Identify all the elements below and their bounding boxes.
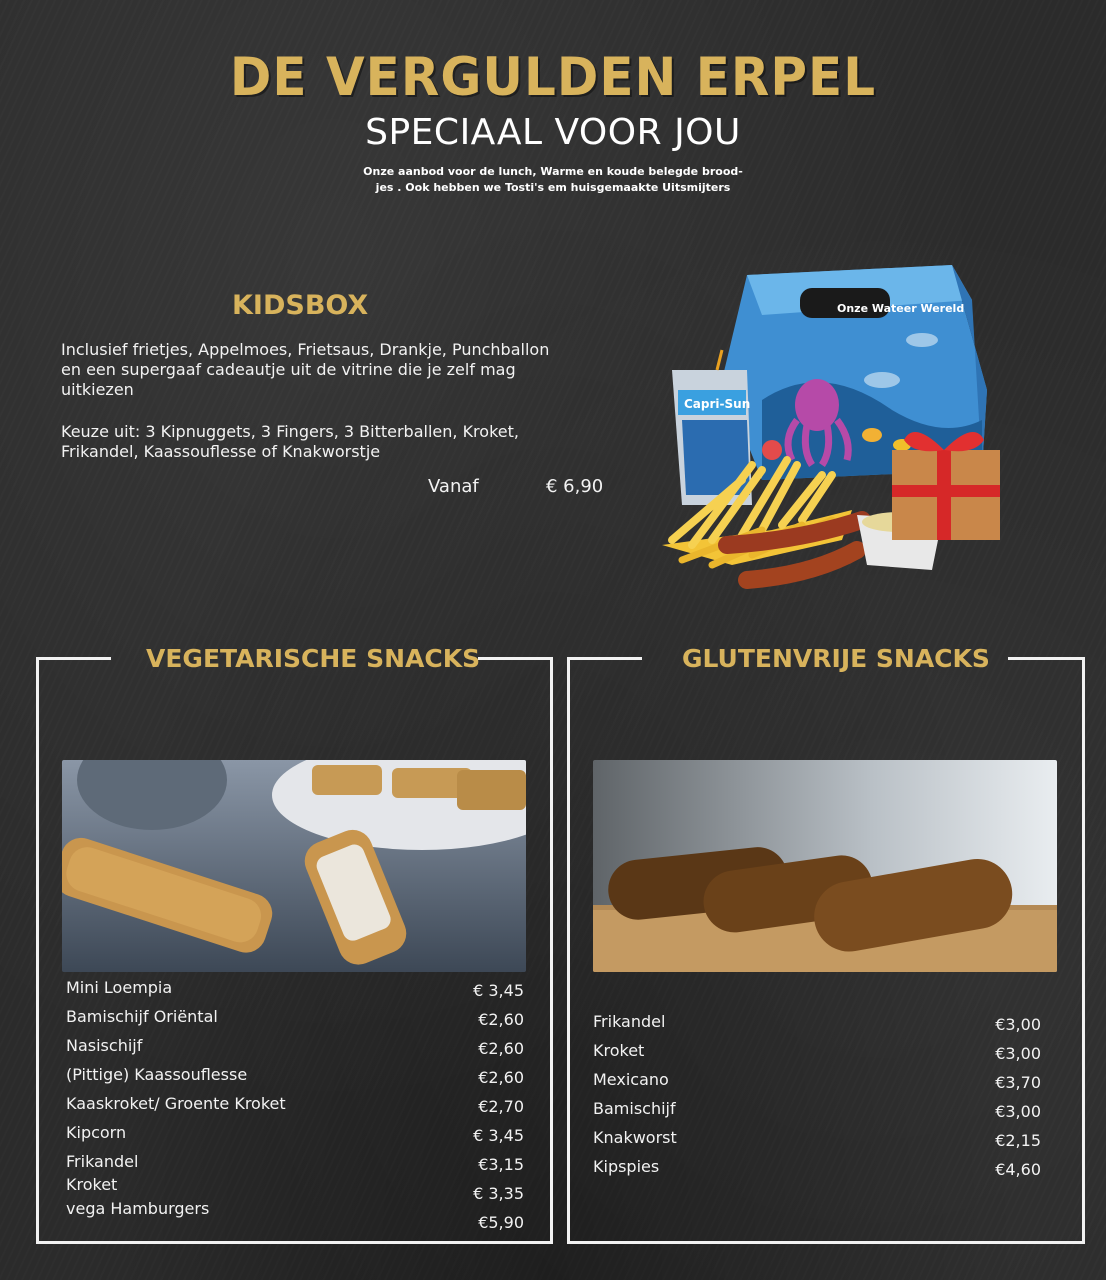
restaurant-title: DE VERGULDEN ERPEL: [229, 46, 877, 108]
kidsbox-price: € 6,90: [546, 476, 604, 497]
kidsbox-description: [61, 340, 571, 400]
panel-border: [36, 657, 111, 660]
glutenfree-title: GLUTENVRIJE SNACKS: [682, 644, 990, 673]
menu-item-name: vega Hamburgers: [66, 1199, 210, 1218]
kidsbox-image: [652, 240, 1012, 600]
drink-brand: Capri-Sun: [684, 397, 751, 411]
panel-border: [1008, 657, 1085, 660]
vegetarian-photo: [62, 760, 526, 972]
menu-item-name: (Pittige) Kaassouflesse: [66, 1065, 248, 1084]
kidsbox-choice-line: Keuze uit: 3 Kipnuggets, 3 Fingers, 3 Bitterballen, Kroket,: [61, 422, 519, 441]
menu-item-price: € 3,45: [473, 981, 524, 1000]
menu-item-name: Nasischijf: [66, 1036, 143, 1055]
menu-item-name: Frikandel: [66, 1152, 139, 1171]
menu-item-price: €2,60: [478, 1010, 524, 1029]
menu-item-price: €3,00: [995, 1102, 1041, 1121]
menu-item-name: Kroket: [593, 1041, 645, 1060]
kidsbox-choices: [61, 422, 581, 462]
panel-border: [567, 657, 642, 660]
menu-item-name: Kipspies: [593, 1157, 660, 1176]
page-subtitle: SPECIAAL VOOR JOU: [365, 112, 741, 153]
menu-item-price: €3,70: [995, 1073, 1041, 1092]
menu-item-name: Kipcorn: [66, 1123, 127, 1142]
menu-item-name: Bamischijf Oriëntal: [66, 1007, 218, 1026]
kidsbox-choice-line: Frikandel, Kaassouflesse of Knakworstje: [61, 442, 381, 461]
menu-item-price: €2,60: [478, 1039, 524, 1058]
kidsbox-vanaf-label: Vanaf: [428, 476, 479, 497]
intro-text: [353, 164, 753, 196]
menu-item-price: € 3,45: [473, 1126, 524, 1145]
menu-item-name: Frikandel: [593, 1012, 666, 1031]
vegetarian-title: VEGETARISCHE SNACKS: [146, 644, 481, 673]
menu-item-name: Mexicano: [593, 1070, 669, 1089]
menu-item-name: Mini Loempia: [66, 978, 173, 997]
glutenfree-photo: [593, 760, 1057, 972]
menu-item-price: €2,70: [478, 1097, 524, 1116]
box-text: Onze Wateer Wereld: [837, 302, 965, 315]
menu-item-price: €2,15: [995, 1131, 1041, 1150]
menu-item-name: Knakworst: [593, 1128, 677, 1147]
kidsbox-title: KIDSBOX: [232, 290, 369, 321]
intro-line: Onze aanbod voor de lunch, Warme en koude belegde brood-: [363, 165, 743, 178]
menu-item-price: €4,60: [995, 1160, 1041, 1179]
menu-item-price: €3,00: [995, 1044, 1041, 1063]
menu-item-name: Bamischijf: [593, 1099, 676, 1118]
menu-item-price: €3,15: [478, 1155, 524, 1174]
menu-item-price: € 3,35: [473, 1184, 524, 1203]
panel-border: [478, 657, 553, 660]
kidsbox-desc-line: Inclusief frietjes, Appelmoes, Frietsaus, Drankje, Punchballon: [61, 340, 550, 359]
kidsbox-desc-line: en een supergaaf cadeautje uit de vitrine die je zelf mag: [61, 360, 516, 379]
vegetarian-list: [66, 978, 524, 1240]
menu-item-price: €5,90: [478, 1213, 524, 1232]
menu-item-name: Kaaskroket/ Groente Kroket: [66, 1094, 286, 1113]
menu-item-price: €3,00: [995, 1015, 1041, 1034]
kidsbox-desc-line: uitkiezen: [61, 380, 134, 399]
menu-item-price: €2,60: [478, 1068, 524, 1087]
intro-line: jes . Ook hebben we Tosti's em huisgemaakte Uitsmijters: [375, 181, 731, 194]
glutenfree-list: [593, 1012, 1041, 1192]
menu-item-name: Kroket: [66, 1175, 118, 1194]
